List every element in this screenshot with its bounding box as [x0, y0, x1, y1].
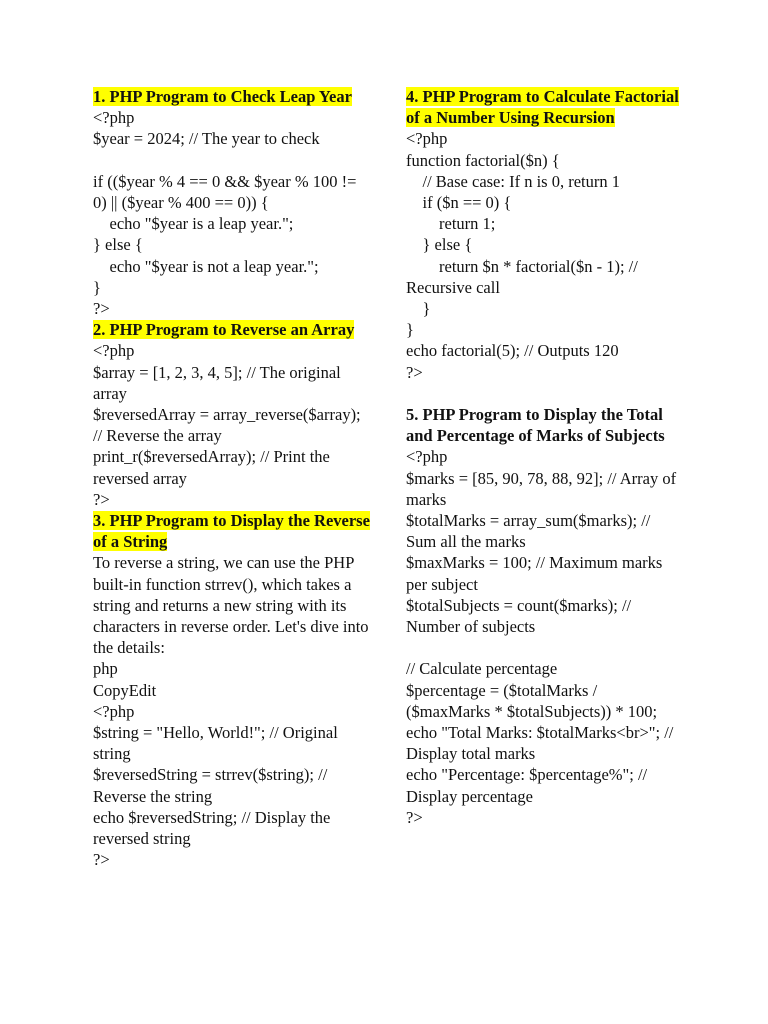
- section-heading: [93, 510, 373, 552]
- code-line: }: [406, 320, 414, 340]
- code-line: php: [93, 659, 118, 679]
- code-line: <?php: [406, 447, 448, 467]
- section-heading-text: 5. PHP Program to Display the Total and Percentage of Marks of Subjects: [406, 405, 665, 446]
- code-line: [406, 383, 682, 404]
- section-heading: [93, 86, 373, 107]
- section-heading-text: 3. PHP Program to Display the Reverse of a String: [93, 511, 370, 552]
- code-line: ?>: [406, 362, 423, 382]
- section-heading-text: 2. PHP Program to Reverse an Array: [93, 320, 355, 340]
- code-line: }: [406, 299, 431, 319]
- code-line: $year = 2024; // The year to check: [93, 129, 320, 149]
- code-line: ?>: [93, 850, 110, 870]
- code-line: function factorial($n) {: [406, 150, 560, 170]
- code-line: $marks = [85, 90, 78, 88, 92]; // Array of marks: [406, 468, 681, 509]
- code-line: // Calculate percentage: [406, 659, 558, 679]
- section-heading-text: 1. PHP Program to Check Leap Year: [93, 87, 352, 106]
- code-line: $array = [1, 2, 3, 4, 5]; // The original array: [93, 362, 345, 403]
- code-line: } else {: [93, 235, 143, 255]
- code-line: print_r($reversedArray); // Print the reversed array: [93, 447, 335, 488]
- right-column: [406, 86, 682, 828]
- code-line: <?php: [93, 341, 135, 361]
- code-line: $reversedString = strrev($string); // Reverse the string: [93, 765, 332, 806]
- code-line: echo "Percentage: $percentage%"; // Display percentage: [406, 765, 652, 806]
- program-section: [93, 319, 373, 510]
- code-line: ?>: [406, 807, 423, 827]
- code-line: if (($year % 4 == 0 && $year % 100 != 0) || ($year % 400 == 0)) {: [93, 171, 361, 212]
- code-line: <?php: [93, 701, 135, 721]
- code-line: <?php: [406, 129, 448, 149]
- code-line: CopyEdit: [93, 680, 157, 700]
- code-line: $reversedArray = array_reverse($array); // Reverse the array: [93, 405, 365, 446]
- code-line: $string = "Hello, World!"; // Original string: [93, 723, 342, 764]
- program-section: [93, 510, 373, 870]
- code-line: return $n * factorial($n - 1); // Recursive call: [406, 256, 642, 297]
- section-heading: [406, 404, 682, 446]
- program-section: [406, 404, 682, 828]
- code-line: <?php: [93, 108, 135, 128]
- section-heading-text: 4. PHP Program to Calculate Factorial of a Number Using Recursion: [406, 87, 679, 128]
- code-line: return 1;: [406, 214, 496, 234]
- code-line: echo "Total Marks: $totalMarks<br>"; // Display total marks: [406, 723, 678, 764]
- section-heading: [93, 319, 373, 340]
- code-line: $maxMarks = 100; // Maximum marks per subject: [406, 553, 667, 594]
- code-line: $totalSubjects = count($marks); // Number of subjects: [406, 595, 636, 637]
- code-line: } else {: [406, 235, 473, 255]
- code-line: ?>: [93, 299, 110, 319]
- code-line: $totalMarks = array_sum($marks); // Sum all the marks: [406, 511, 655, 552]
- code-line: [406, 637, 682, 658]
- program-section: [406, 86, 682, 404]
- code-line: [93, 150, 373, 171]
- code-line: echo $reversedString; // Display the reversed string: [93, 807, 335, 849]
- code-line: To reverse a string, we can use the PHP built-in function strrev(), which takes a string and returns a new string with its characters in reverse order. Let's dive into the details:: [93, 553, 373, 658]
- code-line: }: [93, 277, 101, 297]
- code-line: $percentage = ($totalMarks / ($maxMarks * $totalSubjects)) * 100;: [406, 680, 658, 721]
- left-column: [93, 86, 373, 871]
- section-heading: [406, 86, 682, 128]
- code-line: echo "$year is a leap year.";: [93, 214, 294, 234]
- program-section: [93, 86, 373, 319]
- code-line: // Base case: If n is 0, return 1: [406, 171, 620, 191]
- code-line: if ($n == 0) {: [406, 193, 512, 213]
- code-line: echo "$year is not a leap year.";: [93, 256, 319, 276]
- code-line: ?>: [93, 489, 110, 509]
- code-line: echo factorial(5); // Outputs 120: [406, 341, 619, 361]
